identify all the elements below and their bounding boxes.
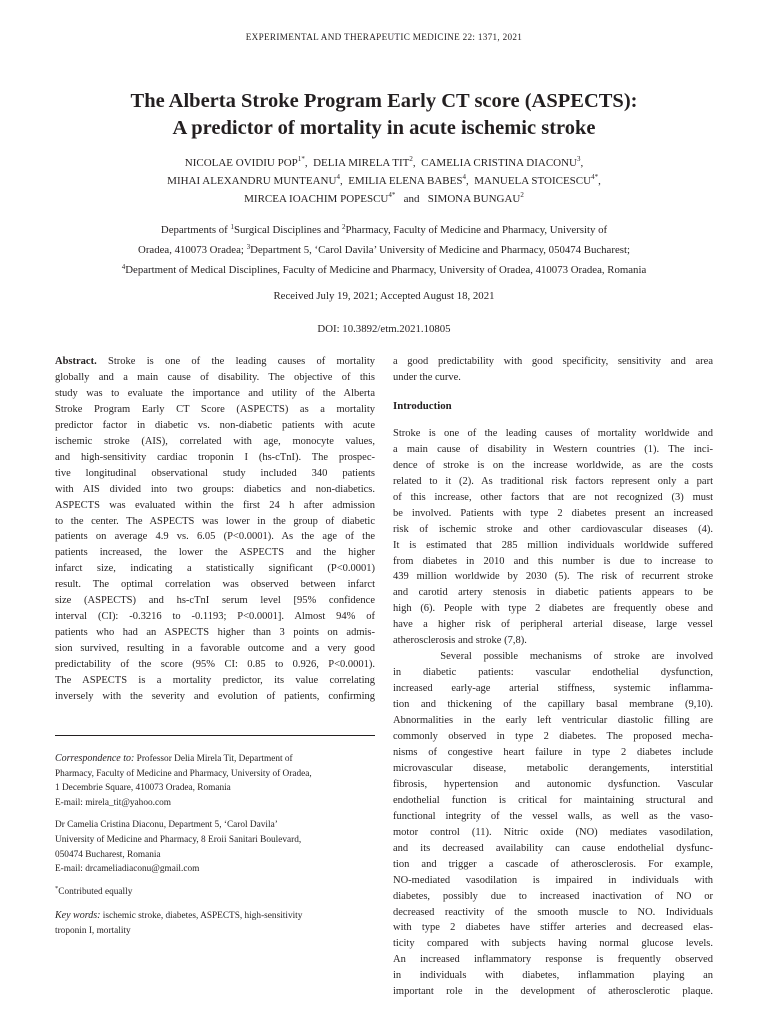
affiliation-mark: 3 (246, 243, 251, 251)
text-line: fibrosis, hypertension and autonomic dysfunction. Vascular (393, 778, 713, 790)
affiliation-text: Department 5, ‘Carol Davila’ University of Medicine and Pharmacy, 050474 Bucharest; (250, 244, 630, 256)
text-line: a main cause of disability in Western countries (1). The inci- (393, 443, 713, 455)
footnote-text: ischemic stroke, diabetes, ASPECTS, high-sensitivity (100, 911, 303, 922)
affiliation-line-3 (30, 260, 738, 280)
author-affiliation-mark: 1* (297, 155, 305, 163)
author-affiliation-mark: 4 (462, 173, 466, 181)
author-line-1: NICOLAE OVIDIU $POP^{1*}$, DELIA MIRELA TIT$^2$, CAMELIA CRISTINA DIACONU$^3$, (184, 155, 584, 169)
abstract-label: Abstract. (55, 356, 97, 367)
footnote-line: Dr Camelia Cristina Diaconu, Department 5, ‘Carol Davila’ (55, 820, 278, 831)
text-line: study was to evaluate the importance and utility of the Alberta (55, 387, 375, 399)
keywords-label: Key words: (55, 910, 101, 922)
affiliation-text: Surgical Disciplines and (233, 224, 343, 236)
affiliation-text: Department of Medical Disciplines, Faculty of Medicine and Pharmacy, University of Oradea, 410073 Oradea, Romania (125, 264, 647, 276)
section-heading-introduction: Introduction (393, 399, 452, 412)
text-line: from diabetes in 2010 and this number is due to increase to (393, 555, 713, 567)
author-line-2: MIHAI ALEXANDRU MUNTEANU$^4$, EMILIA ELENA BABES$^4$, MANUELA $STOICESCU^{4*}$, (167, 173, 601, 187)
text-line: NO-mediated vasodilation is impaired in individuals with (393, 874, 713, 886)
running-head: EXPERIMENTAL AND THERAPEUTIC MEDICINE 22: 1371, 2021 (245, 32, 523, 42)
text-line: risk of ischemic stroke and other cardiovascular diseases (4). (393, 523, 713, 535)
footnote-divider (55, 735, 375, 736)
text-line: nisms of congestive heart failure in type 2 diabetes include (393, 746, 713, 758)
affiliation-line-1 (30, 220, 738, 240)
equal-contribution-mark: * (55, 884, 59, 892)
intro-paragraph-2 (393, 649, 713, 1000)
text-line: tion and thickening of the capillary basal membrane (9,10). (393, 699, 713, 711)
text-line: atherosclerosis and stroke (7,8). (393, 635, 527, 647)
author-affiliation-mark: 4* (591, 173, 599, 181)
text-line: tive longitudinal observational study included 340 patients (55, 467, 375, 479)
text-line: globally and a main cause of disability. The objective of this (55, 371, 375, 383)
footnote-line: 1 Decembrie Square, 410073 Oradea, Romania (55, 783, 231, 794)
text-line: under the curve. (393, 371, 461, 383)
text-line: ASPECTS was evaluated within the first 24 h after admission (55, 499, 375, 511)
text-line: Stroke Program Early CT Score (ASPECTS) as a mortality (55, 403, 375, 415)
text-line: patients on average 4.9 vs. 6.05 (P<0.0001). As the age of the (55, 531, 375, 543)
text-line: in diabetic patients: vascular endothelial dysfunction, (393, 667, 713, 679)
text-line: patients increased, the lower the ASPECTS and the higher (55, 547, 375, 559)
received-accepted-dates: Received July 19, 2021; Accepted August 18, 2021 (273, 290, 495, 302)
footnote-text: Professor Delia Mirela Tit, Department of (134, 754, 293, 764)
doi: DOI: 10.3892/etm.2021.10805 (317, 323, 451, 335)
footnote-line (55, 909, 375, 924)
text-line: 439 million worldwide by 2030 (5). The risk of recurrent stroke (393, 571, 713, 583)
text-line: commonly observed in type 2 diabetes. The proposed mecha- (393, 731, 713, 743)
author-name: MIHAI ALEXANDRU MUNTEANU (167, 175, 337, 187)
footnote-line: E-mail: drcameliadiaconu@gmail.com (55, 864, 200, 875)
text-line: important role in the development of atherosclerotic plaque. (393, 986, 713, 998)
text-line: inversely with the severity and evolution of patients, confirming (55, 691, 375, 703)
affiliation-text: Oradea, 410073 Oradea; (138, 244, 247, 256)
text-line: endothelial function is critical for maintaining structural and (393, 794, 713, 806)
correspondence-label: Correspondence to: (55, 753, 135, 764)
abstract-text: Stroke is one of the leading causes of mortality (96, 356, 375, 367)
text-line: in individuals with diabetes, inflammation playing an (393, 970, 713, 982)
author-list (40, 154, 728, 208)
author-name: SIMONA BUNGAU (427, 193, 521, 205)
text-line: Abnormalities in the early left ventricular diastolic filling are (393, 715, 713, 727)
text-line: with AIS divided into two groups: diabetics and non-diabetics. (55, 483, 375, 495)
author-and: and (403, 193, 420, 205)
correspondence-2 (55, 818, 375, 876)
author-name: DELIA MIRELA TIT (313, 157, 410, 169)
author-affiliation-mark: 4 (336, 173, 340, 181)
text-line: high (6). People with type 2 diabetes are frequently obese and (393, 603, 713, 615)
text-line: a good predictability with good specificity, sensitivity and area (393, 356, 713, 367)
text-line: interval (CI): -0.3216 to -0.1193; P<0.0001]. Almost 94% of (55, 611, 375, 623)
author-affiliation-mark: 3 (577, 155, 581, 163)
author-name: CAMELIA CRISTINA DIACONU (421, 157, 577, 169)
text-line: have a higher risk of peripheral arterial disease, large vessel (393, 619, 713, 631)
text-line: increased early-age arterial stiffness, systemic inflamma- (393, 683, 713, 695)
text-line: It is estimated that 285 million individuals worldwide suffered (393, 539, 713, 551)
text-line: infarct size, indicating a statistically significant (P<0.0001) (55, 563, 375, 575)
left-column (55, 354, 375, 705)
footnote-line: University of Medicine and Pharmacy, 8 Eroii Sanitari Boulevard, (55, 834, 302, 845)
equal-contribution-note (55, 885, 375, 900)
text-line (55, 354, 375, 370)
affiliation-text: Departments of (160, 224, 231, 236)
author-line-3 (40, 190, 728, 208)
footnotes (55, 752, 375, 947)
abstract-continuation (393, 354, 713, 386)
text-line: functional integrity of the vessel walls, as well as the vaso- (393, 810, 713, 822)
text-line: of this increase, other factors that are not recognized (3) must (393, 491, 713, 503)
text-line: and high-sensitivity cardiac troponin I (hs-cTnI). The prospec- (55, 451, 375, 463)
affiliation-text: Pharmacy, Faculty of Medicine and Pharmacy, University of (345, 224, 608, 236)
text-line: Several possible mechanisms of stroke are involved (393, 651, 713, 663)
text-line: ticity compared with subjects having normal glucose levels. (393, 938, 713, 950)
affiliations (30, 220, 738, 280)
text-line: be involved. Patients with type 2 diabetes present an increased (393, 507, 713, 519)
footnote-line (55, 885, 375, 900)
text-line: with type 2 diabetes have stiffer arteries and decreased elas- (393, 922, 713, 934)
text-line: to the center. The ASPECTS was lower in the group of diabetic (55, 515, 375, 527)
title-line-1: The Alberta Stroke Program Early CT score (ASPECTS): (130, 90, 638, 112)
correspondence-1 (55, 752, 375, 810)
text-line: size (ASPECTS) and hs-cTnI serum level [95% confidence (55, 595, 375, 607)
text-line: patients who had an ASPECTS higher than 3 points on admis- (55, 627, 375, 639)
author-name: MANUELA STOICESCU (474, 175, 592, 187)
author-affiliation-mark: 2 (409, 155, 413, 163)
affiliation-mark: 4 (121, 263, 126, 271)
text-line: tion and trigger a cascade of atherosclerosis. For example, (393, 858, 713, 870)
text-line: predictor factor in diabetic vs. non-diabetic patients with acute (55, 419, 375, 431)
text-line: ischemic stroke (AIS), correlated with age, monocyte values, (55, 435, 375, 447)
text-line: microvascular disease, metabolic derangements, interstitial (393, 762, 713, 774)
text-line: related to it (2). As traditional risk factors represent only a part (393, 475, 713, 487)
text-line: sion survived, resulting in a favorable outcome and a very good (55, 643, 375, 655)
footnote-text: Contributed equally (58, 886, 133, 897)
text-line: predictability of the score (95% CI: 0.85 to 0.926, P<0.0001). (55, 659, 375, 671)
keywords (55, 909, 375, 938)
text-line: result. The optimal correlation was observed between infarct (55, 579, 375, 591)
article-title (40, 88, 728, 142)
text-line: and its decreased availability can cause endothelial dysfunc- (393, 842, 713, 854)
footnote-line (55, 752, 375, 767)
author-affiliation-mark: 2 (520, 191, 524, 199)
text-line: diabetes, possibly due to increased inactivation of NO or (393, 890, 713, 902)
text-line: and carotid artery stenosis in diabetic patients appears to be (393, 587, 713, 599)
text-line: Stroke is one of the leading causes of mortality worldwide and (393, 427, 713, 439)
affiliation-line-2 (30, 240, 738, 260)
intro-paragraph-1 (393, 426, 713, 649)
text-line: The ASPECTS is a mortality predictor, its value correlating (55, 675, 375, 687)
text-line: dence of stroke is on the increase worldwide, as are the costs (393, 459, 713, 471)
abstract-paragraph (55, 354, 375, 705)
footnote-line: E-mail: mirela_tit@yahoo.com (55, 797, 171, 808)
author-name: EMILIA ELENA BABES (348, 175, 463, 187)
text-line: An increased inflammatory response is frequently observed (393, 954, 713, 966)
author-name: NICOLAE OVIDIU POP (184, 157, 298, 169)
affiliation-mark: 1 (230, 223, 234, 231)
text-line: decreased reactivity of the smooth muscle to NO. Individuals (393, 906, 713, 918)
right-column (393, 354, 713, 1000)
footnote-line: troponin I, mortality (55, 925, 131, 936)
author-affiliation-mark: 4* (388, 191, 396, 199)
title-line-2: A predictor of mortality in acute ischemic stroke (172, 117, 596, 139)
author-name: MIRCEA IOACHIM POPESCU (244, 193, 389, 205)
affiliation-mark: 2 (342, 223, 346, 231)
footnote-line: Pharmacy, Faculty of Medicine and Pharmacy, University of Oradea, (55, 768, 312, 779)
footnote-line: 050474 Bucharest, Romania (55, 849, 161, 860)
text-line: motor control (11). Nitric oxide (NO) mediates vasodilation, (393, 826, 713, 838)
